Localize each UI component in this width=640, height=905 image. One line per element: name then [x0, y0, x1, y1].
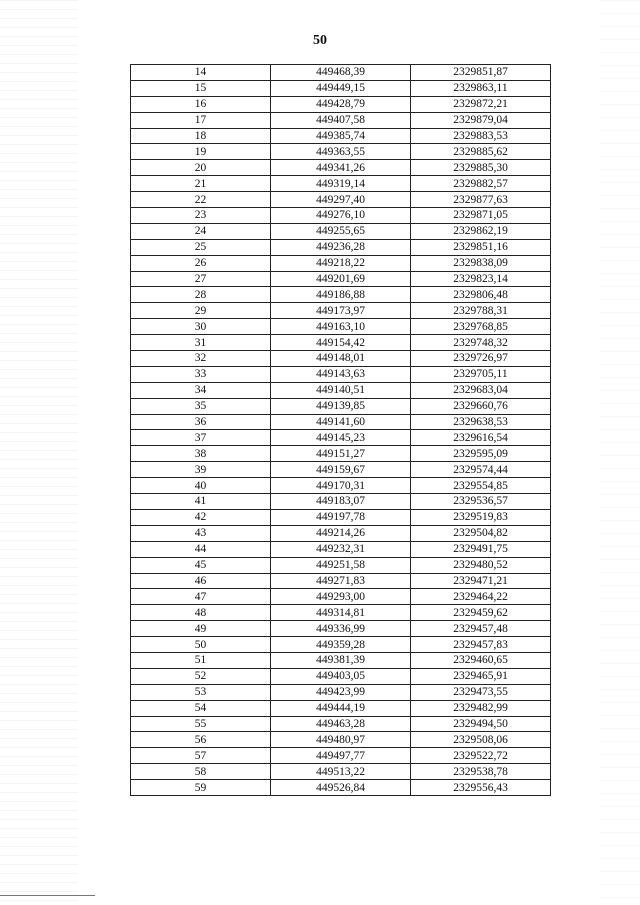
table-row	[131, 748, 551, 764]
x-coordinate-cell: 449197,78	[271, 509, 411, 525]
table-row	[131, 621, 551, 637]
table-row	[131, 382, 551, 398]
point-number-cell: 25	[131, 239, 271, 255]
bottom-edge-line	[0, 895, 95, 896]
y-coordinate-cell: 2329883,53	[411, 128, 551, 144]
table-row	[131, 446, 551, 462]
x-coordinate-cell: 449297,40	[271, 192, 411, 208]
x-coordinate-cell: 449201,69	[271, 271, 411, 287]
point-number-cell: 51	[131, 652, 271, 668]
point-number-cell: 17	[131, 112, 271, 128]
table-row	[131, 509, 551, 525]
table-row	[131, 732, 551, 748]
point-number-cell: 16	[131, 96, 271, 112]
point-number-cell: 31	[131, 335, 271, 351]
x-coordinate-cell: 449444,19	[271, 700, 411, 716]
y-coordinate-cell: 2329554,85	[411, 478, 551, 494]
table-row	[131, 764, 551, 780]
x-coordinate-cell: 449336,99	[271, 621, 411, 637]
x-coordinate-cell: 449423,99	[271, 684, 411, 700]
x-coordinate-cell: 449468,39	[271, 65, 411, 81]
table-row	[131, 223, 551, 239]
x-coordinate-cell: 449428,79	[271, 96, 411, 112]
table-row	[131, 573, 551, 589]
point-number-cell: 20	[131, 160, 271, 176]
point-number-cell: 42	[131, 509, 271, 525]
x-coordinate-cell: 449385,74	[271, 128, 411, 144]
point-number-cell: 35	[131, 398, 271, 414]
point-number-cell: 57	[131, 748, 271, 764]
y-coordinate-cell: 2329522,72	[411, 748, 551, 764]
point-number-cell: 22	[131, 192, 271, 208]
x-coordinate-cell: 449141,60	[271, 414, 411, 430]
table-row	[131, 557, 551, 573]
point-number-cell: 24	[131, 223, 271, 239]
coordinates-table-body	[131, 65, 551, 796]
point-number-cell: 59	[131, 780, 271, 796]
y-coordinate-cell: 2329638,53	[411, 414, 551, 430]
table-row	[131, 605, 551, 621]
x-coordinate-cell: 449143,63	[271, 366, 411, 382]
point-number-cell: 56	[131, 732, 271, 748]
scan-shadow-left	[0, 0, 78, 905]
y-coordinate-cell: 2329616,54	[411, 430, 551, 446]
point-number-cell: 14	[131, 65, 271, 81]
y-coordinate-cell: 2329508,06	[411, 732, 551, 748]
table-row	[131, 414, 551, 430]
point-number-cell: 40	[131, 478, 271, 494]
table-row	[131, 684, 551, 700]
y-coordinate-cell: 2329683,04	[411, 382, 551, 398]
y-coordinate-cell: 2329482,99	[411, 700, 551, 716]
y-coordinate-cell: 2329882,57	[411, 176, 551, 192]
point-number-cell: 45	[131, 557, 271, 573]
y-coordinate-cell: 2329460,65	[411, 652, 551, 668]
y-coordinate-cell: 2329465,91	[411, 668, 551, 684]
page-number: 50	[313, 33, 327, 48]
x-coordinate-cell: 449293,00	[271, 589, 411, 605]
table-row	[131, 239, 551, 255]
y-coordinate-cell: 2329871,05	[411, 208, 551, 224]
x-coordinate-cell: 449271,83	[271, 573, 411, 589]
x-coordinate-cell: 449151,27	[271, 446, 411, 462]
point-number-cell: 52	[131, 668, 271, 684]
table-row	[131, 668, 551, 684]
point-number-cell: 41	[131, 494, 271, 510]
table-row	[131, 366, 551, 382]
x-coordinate-cell: 449145,23	[271, 430, 411, 446]
y-coordinate-cell: 2329838,09	[411, 255, 551, 271]
y-coordinate-cell: 2329748,32	[411, 335, 551, 351]
point-number-cell: 26	[131, 255, 271, 271]
table-row	[131, 351, 551, 367]
table-row	[131, 144, 551, 160]
table-row	[131, 80, 551, 96]
table-row	[131, 494, 551, 510]
point-number-cell: 48	[131, 605, 271, 621]
y-coordinate-cell: 2329574,44	[411, 462, 551, 478]
table-row	[131, 335, 551, 351]
y-coordinate-cell: 2329806,48	[411, 287, 551, 303]
scan-shadow-right	[600, 0, 640, 905]
y-coordinate-cell: 2329872,21	[411, 96, 551, 112]
point-number-cell: 49	[131, 621, 271, 637]
y-coordinate-cell: 2329726,97	[411, 351, 551, 367]
point-number-cell: 29	[131, 303, 271, 319]
y-coordinate-cell: 2329556,43	[411, 780, 551, 796]
table-row	[131, 208, 551, 224]
table-row	[131, 160, 551, 176]
x-coordinate-cell: 449148,01	[271, 351, 411, 367]
table-row	[131, 716, 551, 732]
table-row	[131, 780, 551, 796]
table-row	[131, 271, 551, 287]
x-coordinate-cell: 449526,84	[271, 780, 411, 796]
x-coordinate-cell: 449403,05	[271, 668, 411, 684]
y-coordinate-cell: 2329885,30	[411, 160, 551, 176]
table-row	[131, 303, 551, 319]
point-number-cell: 39	[131, 462, 271, 478]
point-number-cell: 30	[131, 319, 271, 335]
point-number-cell: 53	[131, 684, 271, 700]
table-row	[131, 525, 551, 541]
x-coordinate-cell: 449407,58	[271, 112, 411, 128]
x-coordinate-cell: 449497,77	[271, 748, 411, 764]
x-coordinate-cell: 449463,28	[271, 716, 411, 732]
x-coordinate-cell: 449359,28	[271, 637, 411, 653]
table-row	[131, 176, 551, 192]
x-coordinate-cell: 449341,26	[271, 160, 411, 176]
x-coordinate-cell: 449232,31	[271, 541, 411, 557]
point-number-cell: 54	[131, 700, 271, 716]
y-coordinate-cell: 2329519,83	[411, 509, 551, 525]
point-number-cell: 50	[131, 637, 271, 653]
y-coordinate-cell: 2329595,09	[411, 446, 551, 462]
point-number-cell: 55	[131, 716, 271, 732]
x-coordinate-cell: 449183,07	[271, 494, 411, 510]
x-coordinate-cell: 449381,39	[271, 652, 411, 668]
table-row	[131, 430, 551, 446]
y-coordinate-cell: 2329504,82	[411, 525, 551, 541]
table-row	[131, 96, 551, 112]
x-coordinate-cell: 449170,31	[271, 478, 411, 494]
table-row	[131, 398, 551, 414]
y-coordinate-cell: 2329471,21	[411, 573, 551, 589]
y-coordinate-cell: 2329851,87	[411, 65, 551, 81]
table-row	[131, 478, 551, 494]
y-coordinate-cell: 2329705,11	[411, 366, 551, 382]
x-coordinate-cell: 449363,55	[271, 144, 411, 160]
table-row	[131, 700, 551, 716]
y-coordinate-cell: 2329862,19	[411, 223, 551, 239]
x-coordinate-cell: 449314,81	[271, 605, 411, 621]
y-coordinate-cell: 2329863,11	[411, 80, 551, 96]
y-coordinate-cell: 2329459,62	[411, 605, 551, 621]
y-coordinate-cell: 2329768,85	[411, 319, 551, 335]
y-coordinate-cell: 2329885,62	[411, 144, 551, 160]
point-number-cell: 36	[131, 414, 271, 430]
table-row	[131, 319, 551, 335]
table-row	[131, 192, 551, 208]
y-coordinate-cell: 2329457,48	[411, 621, 551, 637]
point-number-cell: 19	[131, 144, 271, 160]
table-row	[131, 637, 551, 653]
table-row	[131, 112, 551, 128]
point-number-cell: 32	[131, 351, 271, 367]
point-number-cell: 33	[131, 366, 271, 382]
x-coordinate-cell: 449154,42	[271, 335, 411, 351]
y-coordinate-cell: 2329660,76	[411, 398, 551, 414]
x-coordinate-cell: 449186,88	[271, 287, 411, 303]
y-coordinate-cell: 2329851,16	[411, 239, 551, 255]
point-number-cell: 34	[131, 382, 271, 398]
y-coordinate-cell: 2329464,22	[411, 589, 551, 605]
x-coordinate-cell: 449319,14	[271, 176, 411, 192]
table-row	[131, 652, 551, 668]
table-row	[131, 462, 551, 478]
point-number-cell: 37	[131, 430, 271, 446]
x-coordinate-cell: 449236,28	[271, 239, 411, 255]
y-coordinate-cell: 2329480,52	[411, 557, 551, 573]
x-coordinate-cell: 449140,51	[271, 382, 411, 398]
point-number-cell: 44	[131, 541, 271, 557]
point-number-cell: 47	[131, 589, 271, 605]
x-coordinate-cell: 449163,10	[271, 319, 411, 335]
x-coordinate-cell: 449513,22	[271, 764, 411, 780]
x-coordinate-cell: 449159,67	[271, 462, 411, 478]
point-number-cell: 43	[131, 525, 271, 541]
table-row	[131, 287, 551, 303]
x-coordinate-cell: 449251,58	[271, 557, 411, 573]
table-row	[131, 255, 551, 271]
x-coordinate-cell: 449218,22	[271, 255, 411, 271]
point-number-cell: 21	[131, 176, 271, 192]
point-number-cell: 27	[131, 271, 271, 287]
x-coordinate-cell: 449449,15	[271, 80, 411, 96]
y-coordinate-cell: 2329877,63	[411, 192, 551, 208]
point-number-cell: 58	[131, 764, 271, 780]
coordinates-table	[130, 64, 551, 796]
point-number-cell: 38	[131, 446, 271, 462]
x-coordinate-cell: 449139,85	[271, 398, 411, 414]
table-row	[131, 541, 551, 557]
point-number-cell: 28	[131, 287, 271, 303]
y-coordinate-cell: 2329536,57	[411, 494, 551, 510]
point-number-cell: 23	[131, 208, 271, 224]
y-coordinate-cell: 2329491,75	[411, 541, 551, 557]
y-coordinate-cell: 2329788,31	[411, 303, 551, 319]
y-coordinate-cell: 2329879,04	[411, 112, 551, 128]
table-row	[131, 589, 551, 605]
x-coordinate-cell: 449480,97	[271, 732, 411, 748]
y-coordinate-cell: 2329494,50	[411, 716, 551, 732]
y-coordinate-cell: 2329823,14	[411, 271, 551, 287]
y-coordinate-cell: 2329457,83	[411, 637, 551, 653]
table-row	[131, 128, 551, 144]
x-coordinate-cell: 449214,26	[271, 525, 411, 541]
y-coordinate-cell: 2329538,78	[411, 764, 551, 780]
x-coordinate-cell: 449276,10	[271, 208, 411, 224]
y-coordinate-cell: 2329473,55	[411, 684, 551, 700]
point-number-cell: 18	[131, 128, 271, 144]
x-coordinate-cell: 449255,65	[271, 223, 411, 239]
point-number-cell: 15	[131, 80, 271, 96]
x-coordinate-cell: 449173,97	[271, 303, 411, 319]
point-number-cell: 46	[131, 573, 271, 589]
table-row	[131, 65, 551, 81]
